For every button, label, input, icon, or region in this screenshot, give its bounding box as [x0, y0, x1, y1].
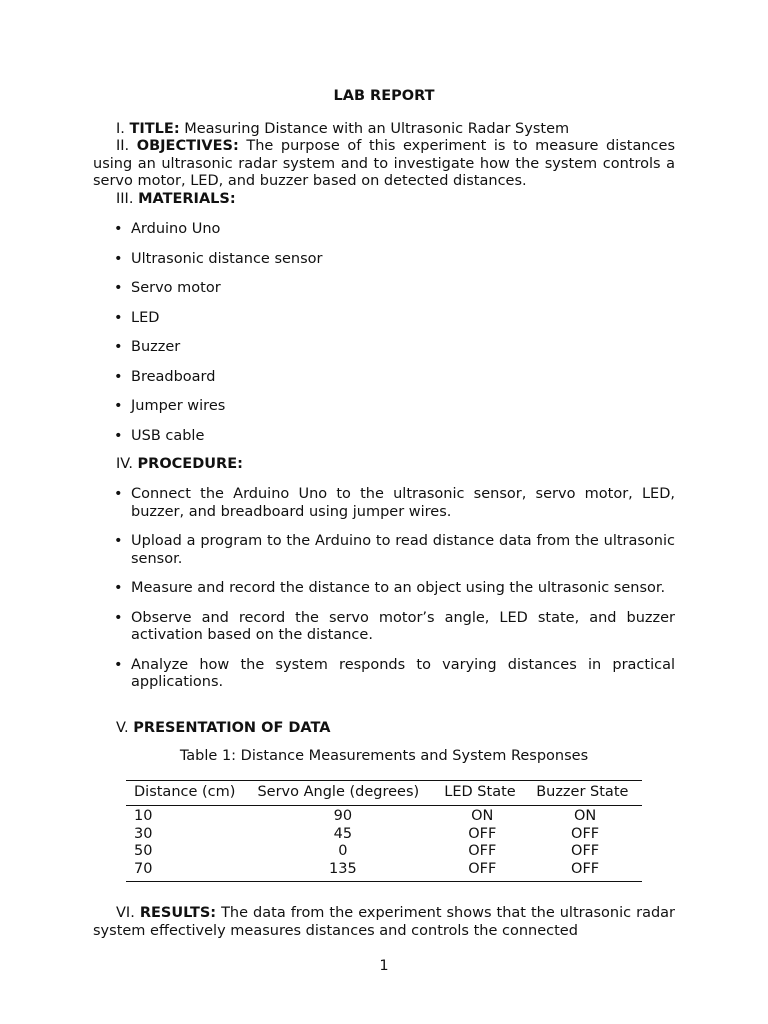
material-item-text: Ultrasonic distance sensor — [131, 250, 323, 267]
material-item-text: Servo motor — [131, 280, 221, 296]
bullet-icon: • — [114, 280, 123, 296]
bullet-icon: • — [114, 656, 123, 673]
presentation-number: V. — [116, 720, 129, 736]
table-cell: ON — [471, 808, 494, 824]
page-number: 1 — [379, 958, 389, 974]
bullet-icon: • — [114, 221, 123, 237]
bullet-icon: • — [114, 398, 123, 414]
procedure-step-text: Upload a program to the Arduino to read distance data from the ultrasonic sensor. — [131, 533, 675, 567]
results-text: The data from the experiment shows that the ultrasonic radar system effectively measures distances and controls the connected — [93, 905, 675, 939]
procedure-step-text: Measure and record the distance to an object using the ultrasonic sensor. — [131, 580, 666, 596]
column-header: Servo Angle (degrees) — [257, 784, 420, 800]
table-cell: OFF — [571, 860, 600, 877]
table-cell: 70 — [134, 860, 153, 877]
procedure-label: PROCEDURE: — [137, 456, 243, 472]
list-item — [114, 428, 675, 446]
column-header: LED State — [444, 784, 516, 800]
material-item-text: Jumper wires — [131, 398, 226, 414]
bullet-icon: • — [114, 533, 123, 549]
list-item — [114, 280, 675, 298]
list-item — [114, 580, 675, 598]
list-item — [114, 310, 675, 328]
objectives-label: OBJECTIVES: — [136, 138, 239, 154]
material-item-text: Arduino Uno — [131, 221, 221, 237]
table-cell: 0 — [338, 843, 348, 859]
objectives-number: II. — [116, 138, 130, 154]
procedure-heading — [116, 456, 243, 474]
bullet-icon: • — [114, 368, 123, 385]
results-number: VI. — [116, 905, 135, 921]
procedure-step-text: Observe and record the servo motor’s angle, LED state, and buzzer activation based on the distance. — [131, 609, 675, 643]
table-cell: OFF — [468, 843, 497, 859]
table-cell: 45 — [333, 825, 353, 842]
procedure-number: IV. — [116, 456, 133, 472]
presentation-heading — [116, 720, 331, 738]
list-item — [114, 610, 675, 645]
materials-heading — [116, 191, 236, 209]
table-cell: 10 — [134, 808, 153, 824]
procedure-step-text: Analyze how the system responds to varying distances in practical applications. — [131, 656, 675, 690]
table-header-row — [126, 781, 642, 806]
table-row — [126, 806, 642, 826]
materials-list — [114, 221, 675, 457]
list-item — [114, 398, 675, 416]
table-cell: 135 — [329, 860, 357, 877]
table-row — [126, 861, 642, 882]
column-header: Distance (cm) — [134, 784, 236, 800]
list-item — [114, 221, 675, 239]
results-label: RESULTS: — [139, 905, 217, 921]
bullet-icon: • — [114, 427, 123, 444]
material-item-text: Breadboard — [131, 368, 216, 385]
material-item-text: LED — [131, 309, 160, 326]
list-item — [114, 657, 675, 692]
list-item — [114, 251, 675, 269]
column-header: Buzzer State — [536, 784, 629, 800]
title-section-number: I. — [116, 121, 125, 137]
presentation-label: PRESENTATION OF DATA — [133, 720, 331, 736]
title-section — [116, 121, 569, 139]
bullet-icon: • — [114, 486, 123, 502]
list-item — [114, 369, 675, 387]
bullet-icon: • — [114, 339, 123, 355]
table-cell: 50 — [134, 843, 153, 859]
list-item — [114, 533, 675, 568]
table-cell: 90 — [333, 808, 353, 824]
table-cell: 30 — [134, 825, 153, 842]
bullet-icon: • — [114, 250, 123, 267]
document-heading: LAB REPORT — [333, 88, 435, 104]
list-item — [114, 339, 675, 357]
table-caption: Table 1: Distance Measurements and System Responses — [179, 748, 589, 764]
title-section-label: TITLE: — [129, 121, 180, 137]
table-cell: OFF — [468, 860, 497, 877]
table-cell: OFF — [468, 825, 497, 842]
materials-label: MATERIALS: — [138, 191, 236, 207]
results-section — [93, 905, 675, 940]
table-cell: ON — [573, 808, 597, 824]
table-row — [126, 826, 642, 844]
material-item-text: USB cable — [131, 427, 205, 444]
table-cell: OFF — [571, 843, 600, 859]
data-table — [126, 780, 642, 882]
material-item-text: Buzzer — [131, 339, 181, 355]
bullet-icon: • — [114, 609, 123, 626]
bullet-icon: • — [114, 580, 123, 596]
title-section-text: Measuring Distance with an Ultrasonic Radar System — [184, 121, 570, 137]
procedure-list — [114, 486, 675, 704]
table-row — [126, 843, 642, 861]
objectives-section — [93, 138, 675, 191]
bullet-icon: • — [114, 309, 123, 326]
materials-number: III. — [116, 191, 134, 207]
objectives-text: The purpose of this experiment is to measure distances using an ultrasonic radar system and to investigate how the system controls a servo motor, LED, and buzzer based on detected distances. — [93, 138, 676, 189]
table-cell: OFF — [571, 825, 600, 842]
procedure-step-text: Connect the Arduino Uno to the ultrasonic sensor, servo motor, LED, buzzer, and breadboard using jumper wires. — [131, 486, 675, 520]
list-item — [114, 486, 675, 521]
